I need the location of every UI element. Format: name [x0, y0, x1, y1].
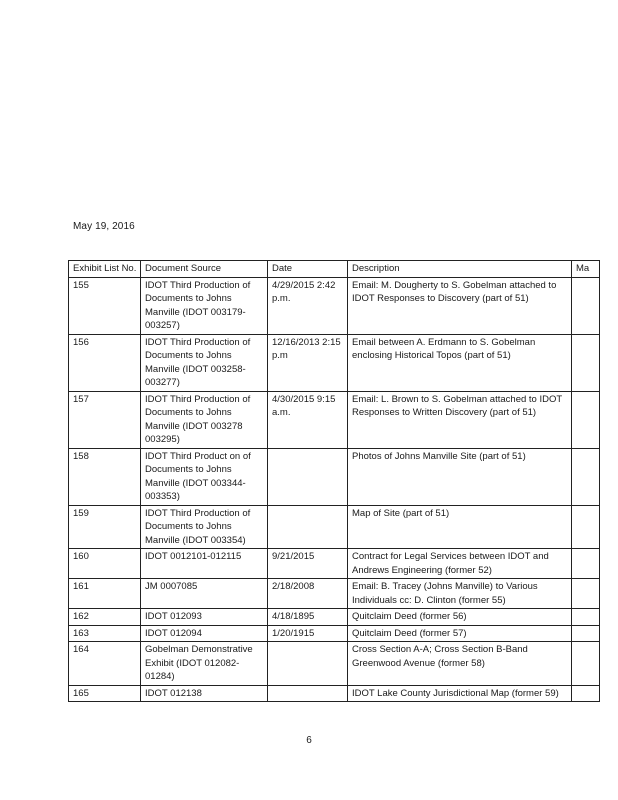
- table-row: [69, 391, 600, 448]
- cell-description: Quitclaim Deed (former 56): [348, 609, 572, 626]
- cell-exhibit-no: 161: [69, 579, 141, 609]
- cell-marked: [572, 642, 600, 686]
- cell-date: [268, 685, 348, 702]
- cell-description: Email: L. Brown to S. Gobelman attached to IDOT Responses to Written Discovery (part of 51): [348, 391, 572, 448]
- cell-document-source: JM 0007085: [141, 579, 268, 609]
- table-row: [69, 448, 600, 505]
- column-header-marked: Ma: [572, 261, 600, 278]
- cell-exhibit-no: 162: [69, 609, 141, 626]
- table-header-row: [69, 261, 600, 278]
- cell-document-source: IDOT Third Production of Documents to Johns Manville (IDOT 003258-003277): [141, 334, 268, 391]
- cell-document-source: Gobelman Demonstrative Exhibit (IDOT 012082-01284): [141, 642, 268, 686]
- cell-exhibit-no: 155: [69, 277, 141, 334]
- cell-exhibit-no: 156: [69, 334, 141, 391]
- cell-date: 4/29/2015 2:42 p.m.: [268, 277, 348, 334]
- cell-document-source: IDOT Third Production of Documents to Johns Manville (IDOT 003354): [141, 505, 268, 549]
- cell-exhibit-no: 163: [69, 625, 141, 642]
- cell-marked: [572, 579, 600, 609]
- cell-marked: [572, 448, 600, 505]
- exhibit-list-table: [68, 260, 600, 702]
- cell-marked: [572, 391, 600, 448]
- cell-date: [268, 505, 348, 549]
- cell-date: [268, 448, 348, 505]
- cell-date: 2/18/2008: [268, 579, 348, 609]
- table-row: [69, 579, 600, 609]
- cell-date: 4/30/2015 9:15 a.m.: [268, 391, 348, 448]
- table-row: [69, 277, 600, 334]
- table-row: [69, 625, 600, 642]
- cell-document-source: IDOT 0012101-012115: [141, 549, 268, 579]
- cell-marked: [572, 685, 600, 702]
- document-date: May 19, 2016: [73, 221, 135, 232]
- cell-date: 1/20/1915: [268, 625, 348, 642]
- cell-exhibit-no: 160: [69, 549, 141, 579]
- table-row: [69, 505, 600, 549]
- cell-exhibit-no: 164: [69, 642, 141, 686]
- cell-exhibit-no: 159: [69, 505, 141, 549]
- cell-document-source: IDOT Third Product on of Documents to Johns Manville (IDOT 003344-003353): [141, 448, 268, 505]
- column-header-date: Date: [268, 261, 348, 278]
- cell-marked: [572, 625, 600, 642]
- cell-date: 9/21/2015: [268, 549, 348, 579]
- column-header-document-source: Document Source: [141, 261, 268, 278]
- cell-marked: [572, 549, 600, 579]
- cell-document-source: IDOT 012094: [141, 625, 268, 642]
- cell-marked: [572, 334, 600, 391]
- cell-document-source: IDOT 012138: [141, 685, 268, 702]
- cell-description: Quitclaim Deed (former 57): [348, 625, 572, 642]
- cell-marked: [572, 505, 600, 549]
- cell-description: IDOT Lake County Jurisdictional Map (former 59): [348, 685, 572, 702]
- cell-description: Cross Section A-A; Cross Section B-Band Greenwood Avenue (former 58): [348, 642, 572, 686]
- cell-description: Contract for Legal Services between IDOT and Andrews Engineering (former 52): [348, 549, 572, 579]
- cell-exhibit-no: 157: [69, 391, 141, 448]
- table-row: [69, 609, 600, 626]
- cell-marked: [572, 609, 600, 626]
- cell-date: 4/18/1895: [268, 609, 348, 626]
- cell-description: Email: M. Dougherty to S. Gobelman attached to IDOT Responses to Discovery (part of 51): [348, 277, 572, 334]
- cell-exhibit-no: 165: [69, 685, 141, 702]
- cell-exhibit-no: 158: [69, 448, 141, 505]
- cell-document-source: IDOT Third Production of Documents to Johns Manville (IDOT 003179-003257): [141, 277, 268, 334]
- table-row: [69, 685, 600, 702]
- cell-document-source: IDOT 012093: [141, 609, 268, 626]
- cell-description: Email between A. Erdmann to S. Gobelman enclosing Historical Topos (part of 51): [348, 334, 572, 391]
- column-header-exhibit-no: Exhibit List No.: [69, 261, 141, 278]
- cell-description: Photos of Johns Manville Site (part of 51): [348, 448, 572, 505]
- page-number: 6: [306, 735, 312, 746]
- cell-document-source: IDOT Third Production of Documents to Johns Manville (IDOT 003278 003295): [141, 391, 268, 448]
- cell-date: [268, 642, 348, 686]
- cell-marked: [572, 277, 600, 334]
- table-row: [69, 642, 600, 686]
- cell-description: Email: B. Tracey (Johns Manville) to Various Individuals cc: D. Clinton (former 55): [348, 579, 572, 609]
- cell-description: Map of Site (part of 51): [348, 505, 572, 549]
- table-row: [69, 549, 600, 579]
- column-header-description: Description: [348, 261, 572, 278]
- table-row: [69, 334, 600, 391]
- cell-date: 12/16/2013 2:15 p.m: [268, 334, 348, 391]
- table-body: [69, 277, 600, 702]
